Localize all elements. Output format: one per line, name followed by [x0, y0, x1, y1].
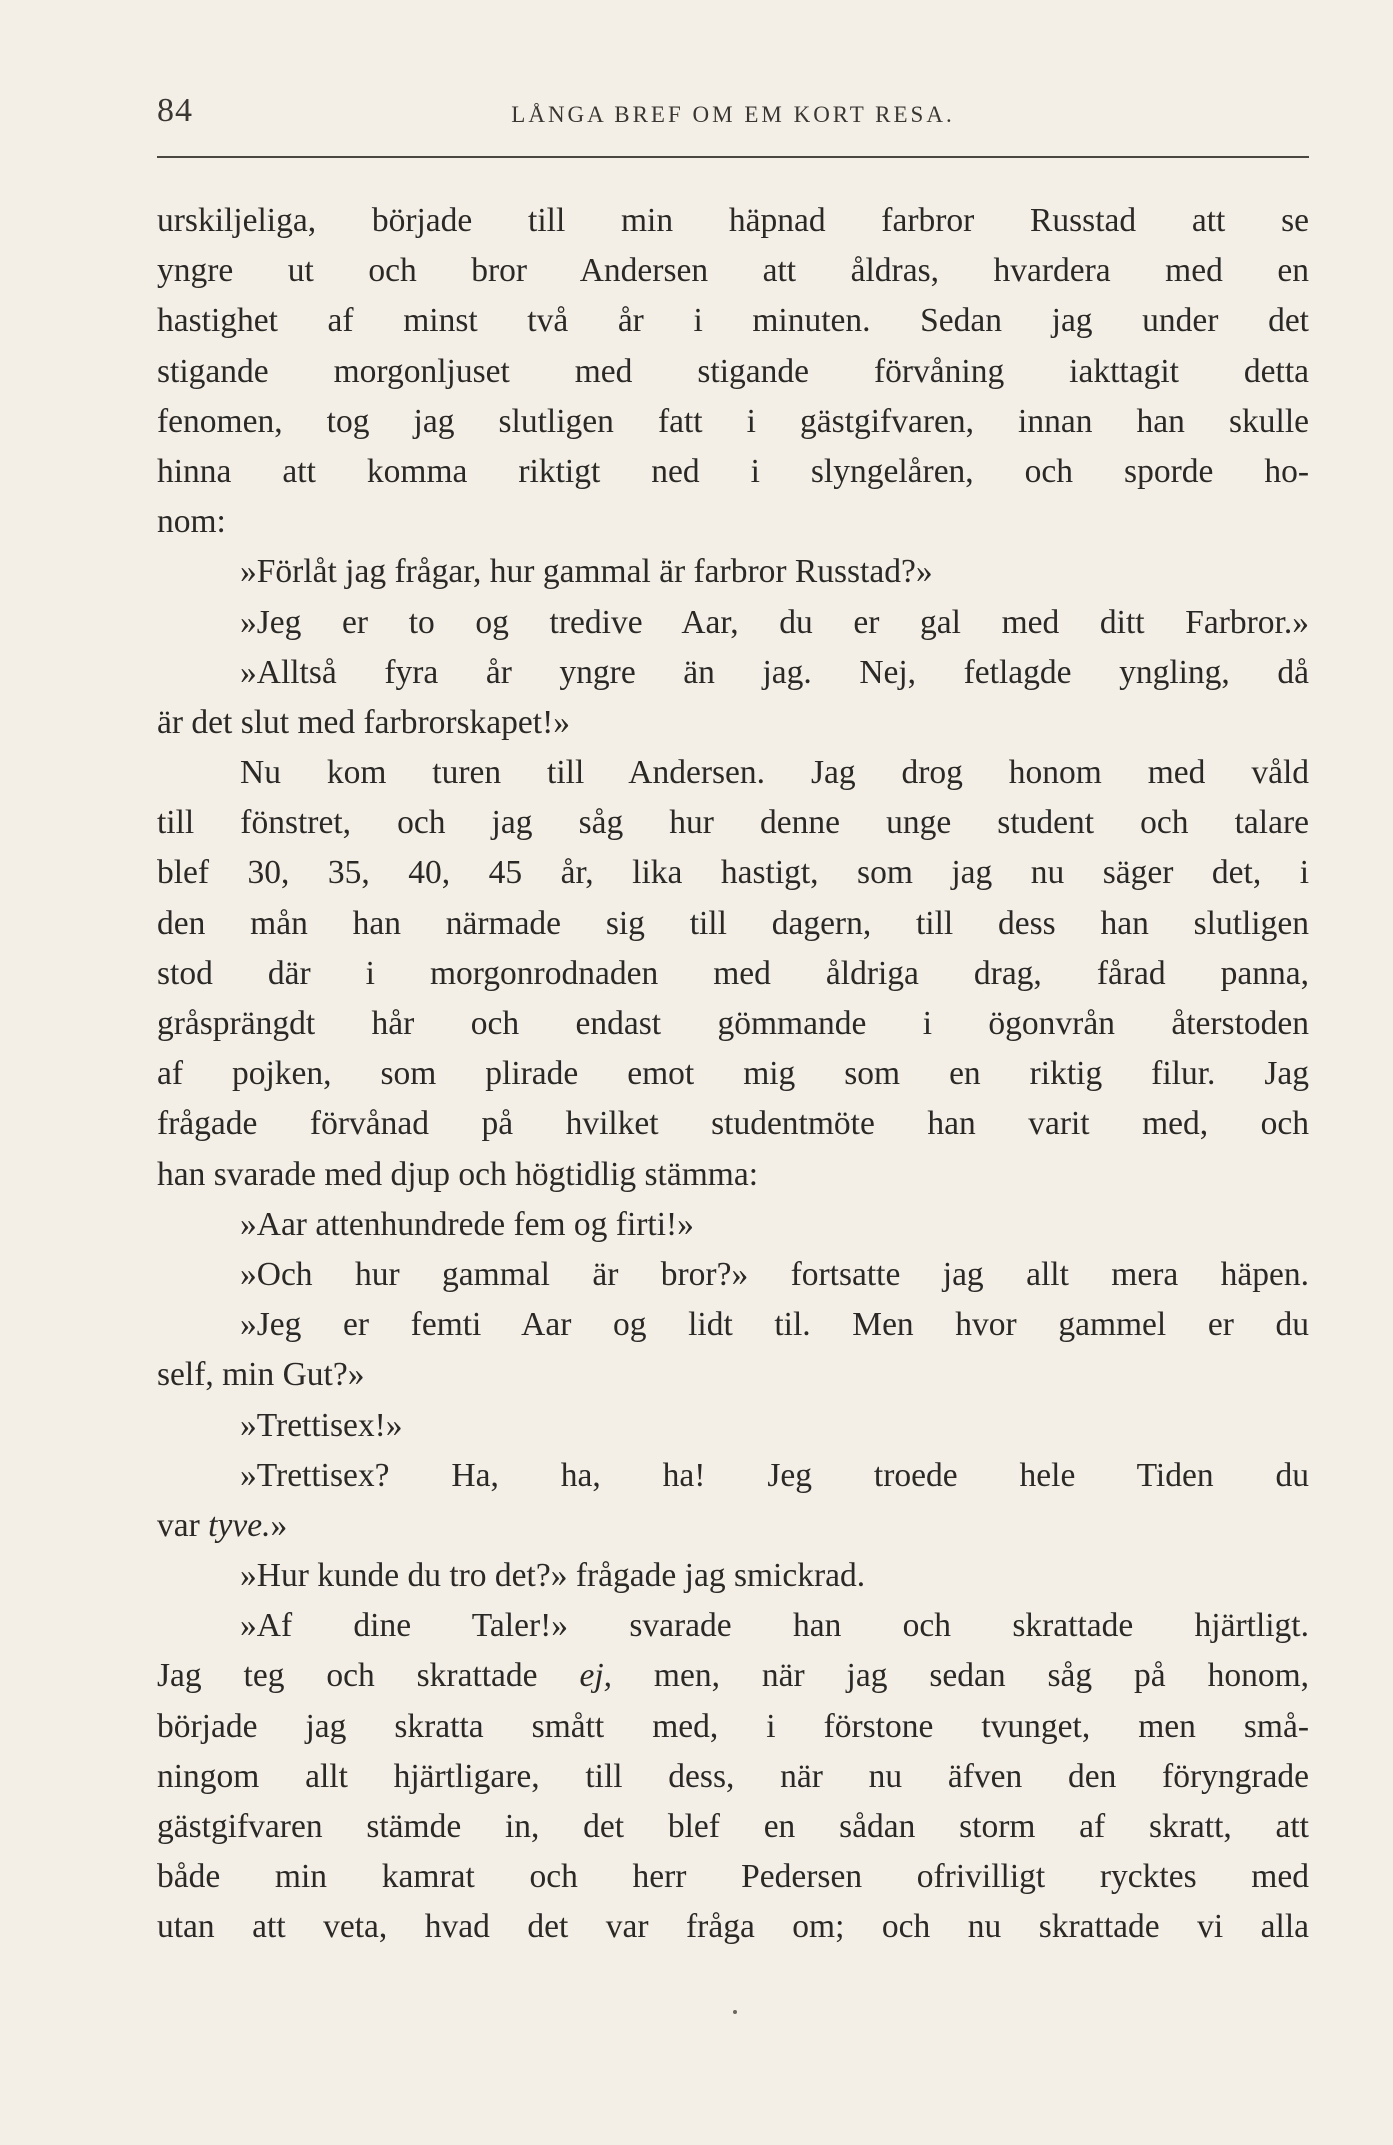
text-line — [157, 1651, 1309, 1701]
text-line: »Förlåt jag frågar, hur gammal är farbror Russtad?» — [240, 553, 933, 591]
text-line: »Trettisex? Ha, ha, ha! Jeg troede hele Tiden du — [240, 1456, 1309, 1494]
text-line: nom: — [157, 503, 226, 541]
text-line: »Alltså fyra år yngre än jag. Nej, fetlagde yngling, då — [240, 653, 1309, 691]
running-title: LÅNGA BREF OM EM KORT RESA. — [511, 102, 955, 127]
text-line: af pojken, som plirade emot mig som en riktig filur. Jag — [157, 1055, 1309, 1093]
text-line: både min kamrat och herr Pedersen ofrivilligt rycktes med — [157, 1858, 1309, 1896]
text-line: började jag skratta smått med, i förstone tvunget, men små- — [157, 1707, 1309, 1745]
text-line: blef 30, 35, 40, 45 år, lika hastigt, som jag nu säger det, i — [157, 854, 1309, 892]
text-line: är det slut med farbrorskapet!» — [157, 703, 571, 741]
text-segment: var — [157, 1506, 209, 1544]
text-line: yngre ut och bror Andersen att åldras, hvardera med en — [157, 252, 1309, 290]
body-text — [157, 196, 1309, 1953]
text-line: »Af dine Taler!» svarade han och skrattade hjärtligt. — [240, 1607, 1309, 1645]
text-line: hinna att komma riktigt ned i slyngelåren, och sporde ho- — [157, 452, 1309, 490]
text-line: »Och hur gammal är bror?» fortsatte jag allt mera häpen. — [240, 1255, 1309, 1293]
text-line — [157, 1501, 1309, 1551]
text-line: till fönstret, och jag såg hur denne unge student och talare — [157, 804, 1309, 842]
text-line: ningom allt hjärtligare, till dess, när nu äfven den föryngrade — [157, 1757, 1309, 1795]
text-line: utan att veta, hvad det var fråga om; och nu skrattade vi alla — [157, 1908, 1309, 1946]
text-line: »Aar attenhundrede fem og firti!» — [240, 1205, 694, 1243]
text-line: urskiljeliga, började till min häpnad farbror Russtad att se — [157, 202, 1309, 239]
text-segment: Jag teg och skrattade — [157, 1657, 580, 1695]
text-segment: » — [270, 1506, 288, 1544]
text-line: Nu kom turen till Andersen. Jag drog honom med våld — [240, 754, 1309, 792]
text-line: hastighet af minst två år i minuten. Sedan jag under det — [157, 302, 1309, 340]
text-line: gästgifvaren stämde in, det blef en sådan storm af skratt, att — [157, 1808, 1309, 1845]
text-line: self, min Gut?» — [157, 1356, 365, 1394]
text-line: »Hur kunde du tro det?» frågade jag smickrad. — [240, 1557, 866, 1595]
text-line: »Jeg er femti Aar og lidt til. Men hvor gammel er du — [240, 1306, 1309, 1344]
header-rule — [157, 156, 1309, 158]
text-segment: men, när jag sedan såg på honom, — [612, 1657, 1309, 1695]
text-line: gråsprängdt hår och endast gömmande i ögonvrån återstoden — [157, 1005, 1309, 1042]
print-speck — [733, 2010, 737, 2014]
italic-word: tyve. — [208, 1506, 271, 1544]
text-line: stod där i morgonrodnaden med åldriga drag, fårad panna, — [157, 954, 1309, 992]
text-line: »Jeg er to og tredive Aar, du er gal med ditt Farbror.» — [240, 603, 1309, 641]
text-line: »Trettisex!» — [240, 1406, 403, 1444]
text-line: frågade förvånad på hvilket studentmöte han varit med, och — [157, 1105, 1309, 1143]
text-line: den mån han närmade sig till dagern, till dess han slutligen — [157, 904, 1309, 942]
page-header — [157, 92, 1309, 136]
page-number: 84 — [157, 92, 193, 129]
text-line: stigande morgonljuset med stigande förvåning iakttagit detta — [157, 352, 1309, 390]
italic-word: ej, — [579, 1657, 613, 1695]
text-line: han svarade med djup och högtidlig stämma: — [157, 1155, 759, 1193]
text-line: fenomen, tog jag slutligen fatt i gästgifvaren, innan han skulle — [157, 402, 1309, 440]
